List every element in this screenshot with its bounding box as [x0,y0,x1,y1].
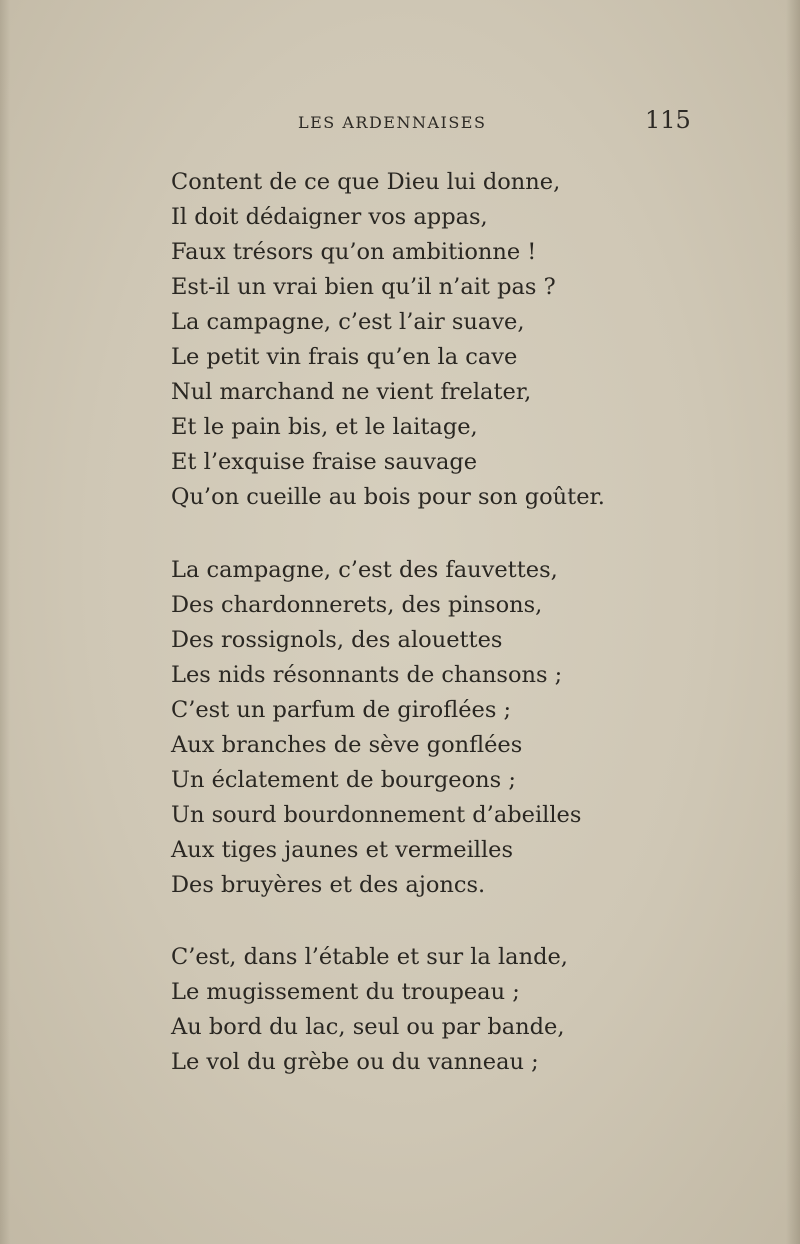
verse-line: Faux trésors qu’on ambitionne ! [171,239,537,265]
verse-line: Les nids résonnants de chansons ; [171,662,563,688]
verse-line: Au bord du lac, seul ou par bande, [171,1014,565,1040]
page-right-edge-shadow [786,0,800,1244]
verse-line: Des bruyères et des ajoncs. [171,872,486,898]
verse-line: Un sourd bourdonnement d’abeilles [171,802,582,828]
page-number: 115 [645,106,691,134]
verse-line: Nul marchand ne vient frelater, [171,379,532,405]
verse-line: C’est, dans l’étable et sur la lande, [171,944,568,970]
verse-line: La campagne, c’est des fauvettes, [171,557,558,583]
verse-line: Le petit vin frais qu’en la cave [171,344,518,370]
verse-line: Un éclatement de bourgeons ; [171,767,516,793]
verse-line: C’est un parfum de giroflées ; [171,697,512,723]
verse-line: La campagne, c’est l’air suave, [171,309,525,335]
verse-line: Aux tiges jaunes et vermeilles [171,837,514,863]
verse-line: Aux branches de sève gonflées [171,732,523,758]
stanza-2 [171,553,581,903]
verse-line: Des chardonnerets, des pinsons, [171,592,543,618]
stanza-3 [171,940,568,1080]
page-left-edge-shadow [0,0,10,1244]
verse-line: Est-il un vrai bien qu’il n’ait pas ? [171,274,556,300]
running-title: LES ARDENNAISES [298,113,487,132]
verse-line: Et le pain bis, et le laitage, [171,414,478,440]
verse-line: Le mugissement du troupeau ; [171,979,520,1005]
verse-line: Le vol du grèbe ou du vanneau ; [171,1049,539,1075]
verse-line: Des rossignols, des alouettes [171,627,503,653]
verse-line: Content de ce que Dieu lui donne, [171,169,561,195]
stanza-1 [171,165,605,515]
verse-line: Et l’exquise fraise sauvage [171,449,478,475]
verse-line: Il doit dédaigner vos appas, [171,204,488,230]
verse-line: Qu’on cueille au bois pour son goûter. [171,484,605,510]
